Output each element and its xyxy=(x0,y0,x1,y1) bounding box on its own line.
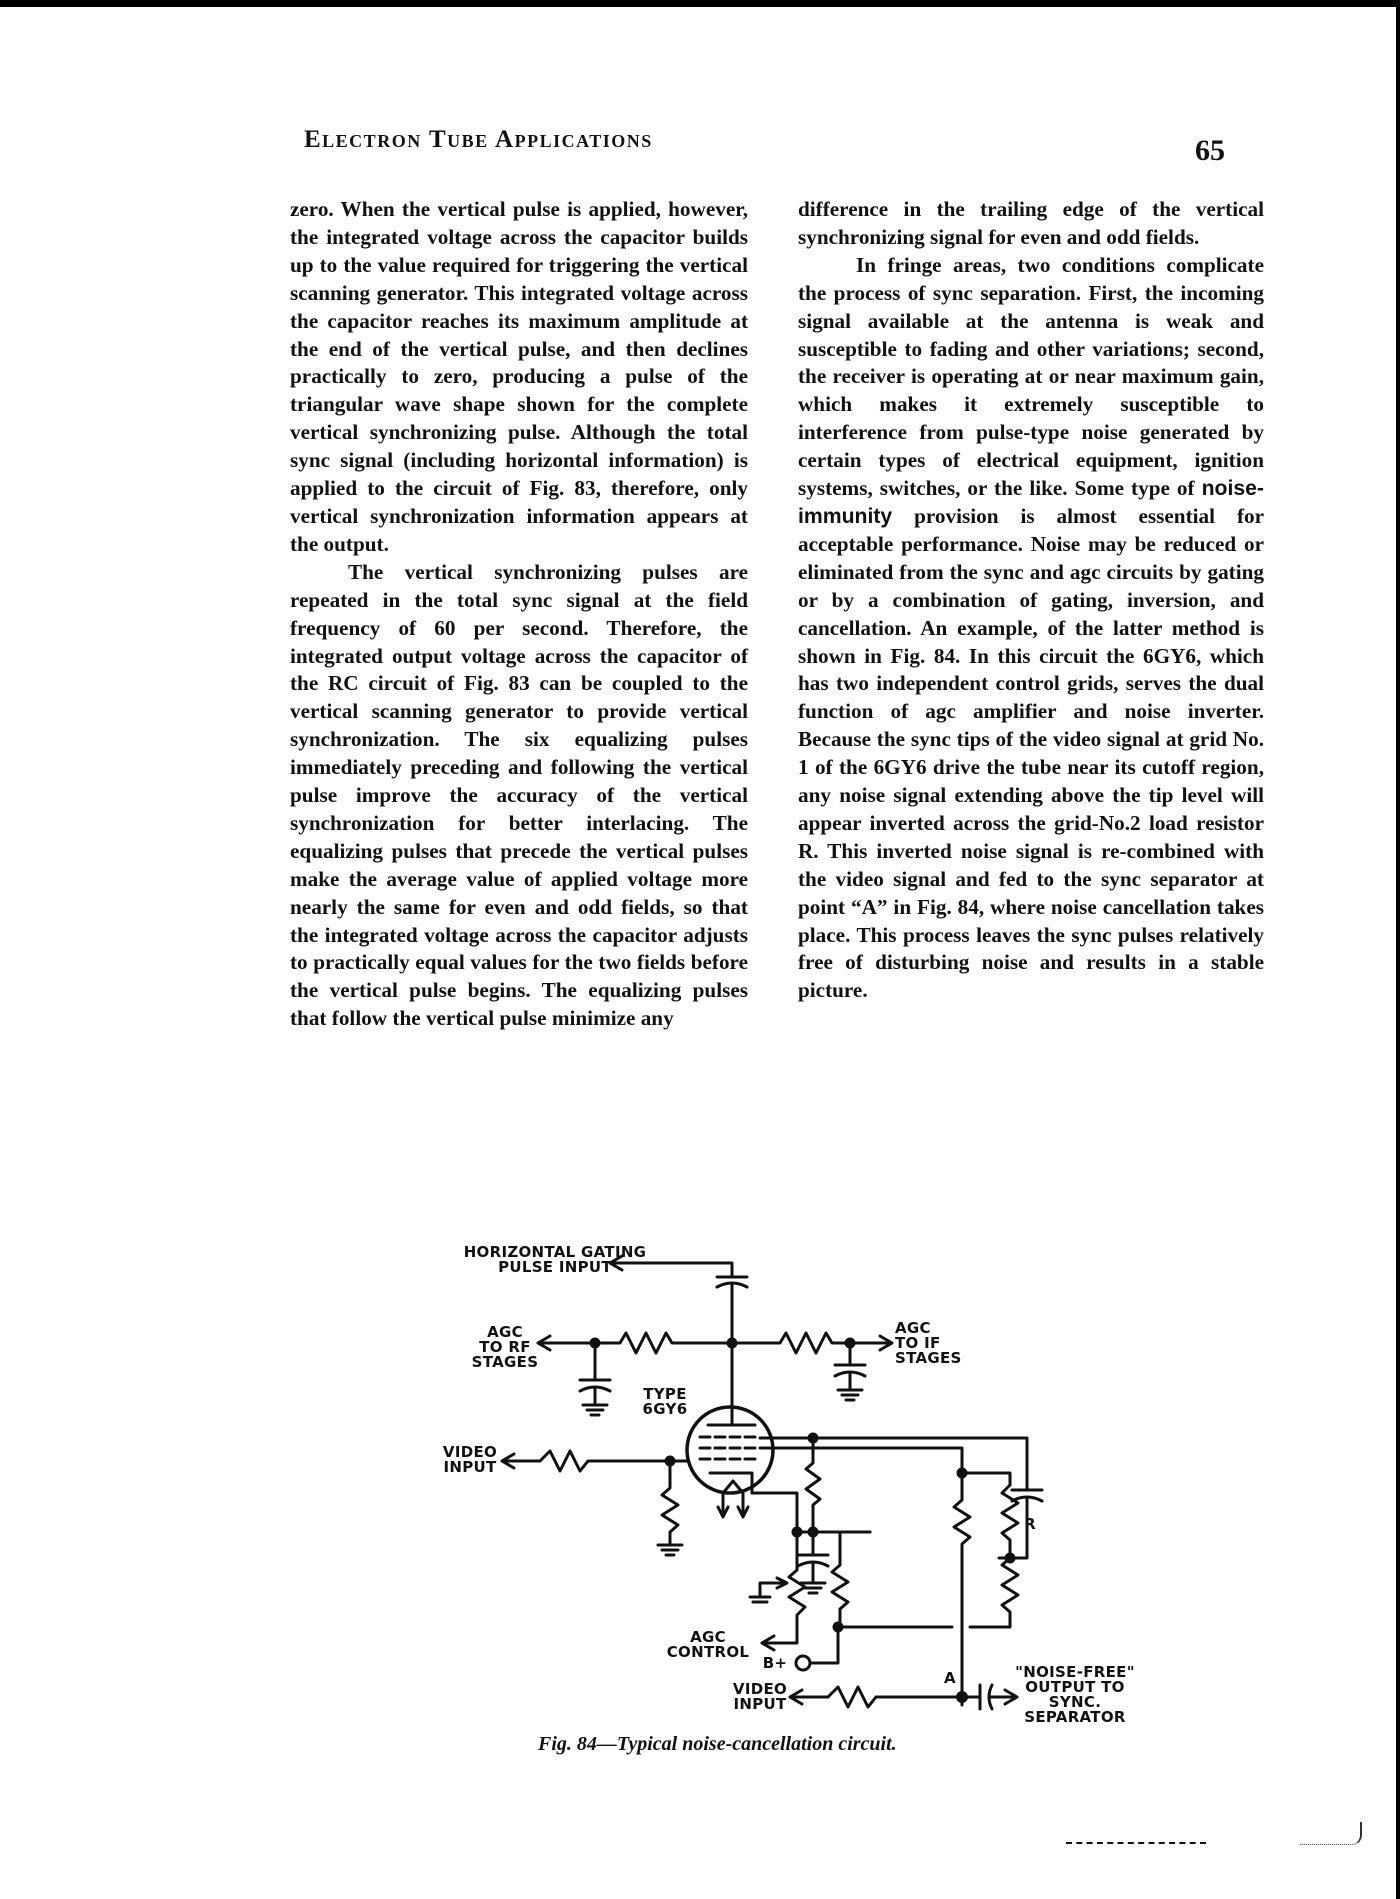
wire xyxy=(760,1448,962,1473)
scan-border-right xyxy=(1396,0,1400,1899)
coupling-capacitor xyxy=(962,1685,1015,1709)
resistor xyxy=(658,1461,682,1555)
figure-caption: Fig. 84—Typical noise-cancellation circuit. xyxy=(538,1733,897,1755)
wire xyxy=(962,1473,1010,1485)
paragraph: difference in the trailing edge of the vertical synchronizing signal for even and odd fields. xyxy=(798,197,1264,249)
label-agc-to-rf: AGC TO RF STAGES xyxy=(471,1323,539,1371)
b-plus-terminal xyxy=(796,1656,810,1670)
scan-border-top xyxy=(0,0,1400,7)
paragraph xyxy=(798,252,1264,1005)
label-noise-free-output: "NOISE-FREE" OUTPUT TO SYNC. SEPARATOR xyxy=(1015,1663,1135,1726)
circuit-diagram xyxy=(440,1235,1135,1726)
running-head: Electron Tube Applications xyxy=(304,126,653,153)
resistor xyxy=(595,1333,732,1353)
label-agc-to-if: AGC TO IF STAGES xyxy=(895,1319,962,1367)
paragraph: The vertical synchronizing pulses are repeated in the total sync signal at the field frequency of 60 per second. Therefore, the integrated output voltage across the capacitor of the RC circuit of Fig. 83 can be coupled to the vertical scanning generator to provide vertical synchronization. The six equalizing pulses immediately preceding and following the vertical pulse improve the accuracy of the vertical synchronization for better interlacing. The equalizing pulses that precede the vertical pulses make the average value of applied voltage more nearly the same for even and odd fields, so that the integrated voltage across the capacitor adjusts to practically equal values for the two fields before the vertical pulse begins. The equalizing pulses that follow the vertical pulse minimize any xyxy=(290,559,748,1031)
capacitor xyxy=(835,1343,865,1400)
page-corner-mark xyxy=(1300,1822,1362,1845)
wire xyxy=(810,1627,838,1663)
wire xyxy=(760,1438,1027,1490)
emphasized-term: noise-immunity xyxy=(798,477,1264,528)
junction-dot xyxy=(1006,1554,1014,1562)
paragraph: zero. When the vertical pulse is applied, however, the integrated voltage across the capacitor builds up to the value required for triggering the vertical scanning generator. This integrated voltage across the capacitor reaches its maximum amplitude at the end of the vertical pulse, and then declines practically to zero, producing a pulse of the triangular wave shape shown for the complete vertical synchronizing pulse. Although the total sync signal (including horizontal information) is applied to the circuit of Fig. 83, therefore, only vertical synchronization information appears at the output. xyxy=(290,197,748,556)
resistor xyxy=(806,1438,820,1532)
label-resistor-r: R xyxy=(1024,1515,1036,1533)
right-column xyxy=(798,196,1264,1005)
label-agc-control: AGC CONTROL xyxy=(666,1628,750,1661)
page-number: 65 xyxy=(1195,134,1225,167)
resistor xyxy=(732,1333,890,1353)
wiper xyxy=(750,1578,787,1602)
resistor xyxy=(828,1687,962,1707)
schematic xyxy=(440,1235,1080,1725)
vacuum-tube-6gy6 xyxy=(687,1407,773,1493)
label-video-input-bottom: VIDEO INPUT xyxy=(732,1680,788,1713)
label-horizontal-gating-input: HORIZONTAL GATING PULSE INPUT xyxy=(463,1243,647,1276)
resistor xyxy=(832,1532,952,1627)
label-tube-type: TYPE 6GY6 xyxy=(642,1385,688,1418)
label-point-a: A xyxy=(944,1669,956,1687)
wire xyxy=(752,1493,870,1532)
label-b-plus: B+ xyxy=(762,1654,788,1672)
paragraph-text: provision is almost essential for acceptable performance. Noise may be reduced or eliminated from the sync and agc circuits by gating or by a combination of gating, inversion, and cancellation. An example, of the latter method is shown in Fig. 84. In this circuit the 6GY6, which has two independent control grids, serves the dual function of agc amplifier and noise inverter. Because the sync tips of the video signal at grid No. 1 of the 6GY6 drive the tube near its cutoff region, any noise signal extending above the tip level will appear inverted across the grid-No.2 load resistor R. This inverted noise signal is re-combined with the video signal and fed to the sync separator at point “A” in Fig. 84, where noise cancellation takes place. This process leaves the sync pulses relatively free of disturbing noise and results in a stable picture. xyxy=(798,503,1264,1003)
paragraph-text: In fringe areas, two conditions complicate the process of sync separation. First, the incoming signal available at the antenna is weak and susceptible to fading and other variations; second, the receiver is operating at or near maximum gain, which makes it extremely susceptible to interference from pulse-type noise generated by certain types of electrical equipment, ignition systems, switches, or the like. Some type of xyxy=(798,252,1264,501)
footer-rule xyxy=(1066,1842,1206,1844)
tube-heater xyxy=(718,1481,748,1517)
capacitor xyxy=(580,1343,610,1415)
label-video-input: VIDEO INPUT xyxy=(442,1443,498,1476)
tube-grids xyxy=(700,1437,760,1459)
left-column xyxy=(290,196,748,1033)
junction-dot xyxy=(834,1623,842,1631)
potentiometer xyxy=(762,1532,805,1643)
